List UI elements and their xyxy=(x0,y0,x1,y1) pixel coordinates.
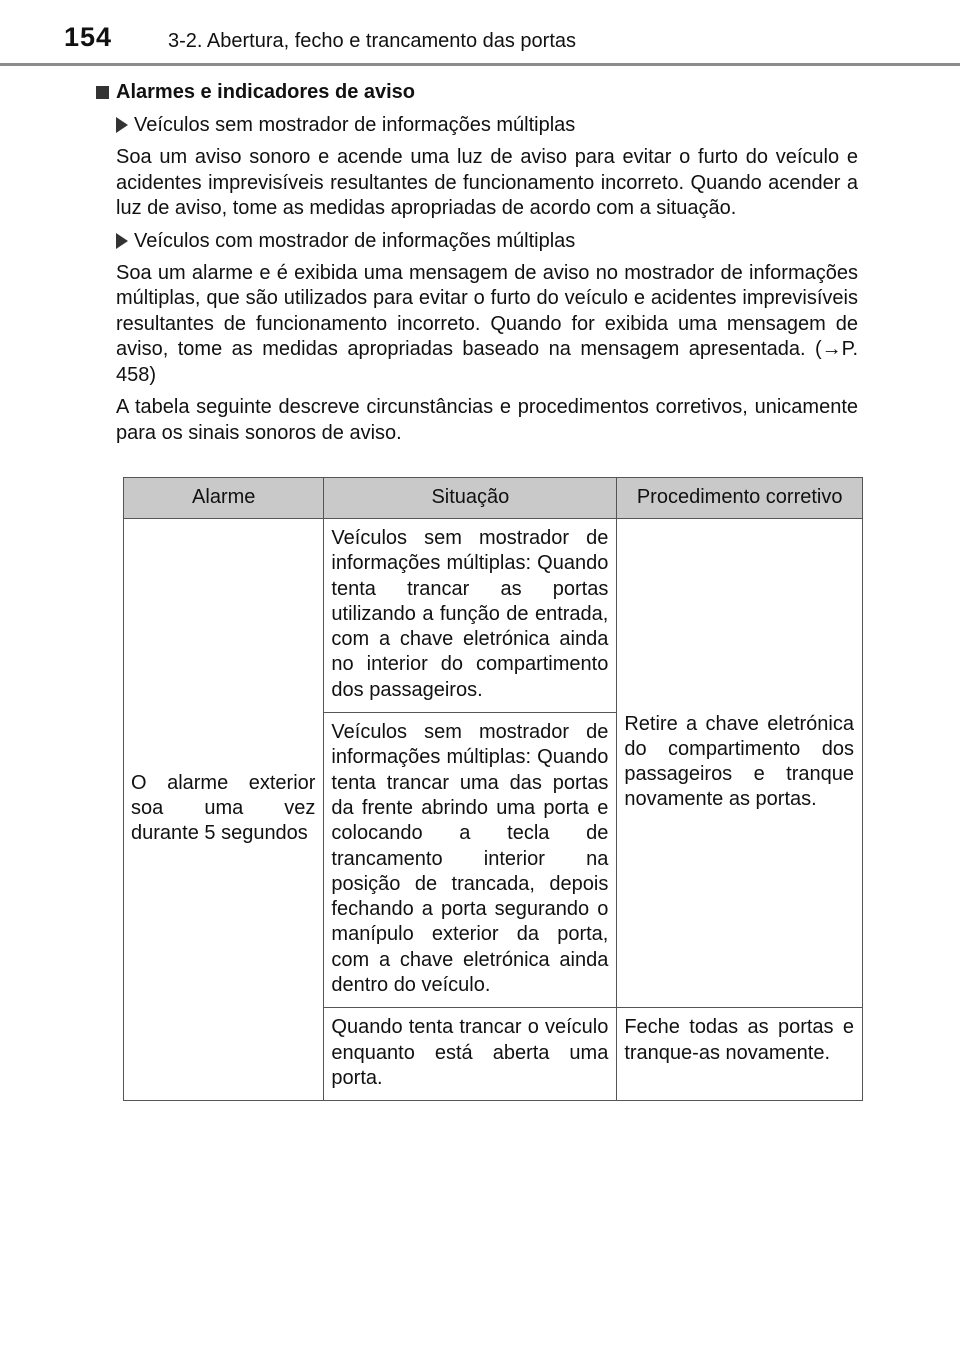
square-bullet-icon xyxy=(96,86,109,99)
subheading-text: Veículos com mostrador de informações múltiplas xyxy=(134,229,576,252)
subheading-with-display xyxy=(116,228,858,254)
triangle-bullet-icon xyxy=(116,117,128,133)
paragraph-without-display: Soa um aviso sonoro e acende uma luz de aviso para evitar o furto do veículo e acidentes imprevisíveis resultantes de funcionamento incorreto. Quando acender a luz de aviso, tome as medidas apropriadas de acordo com a situação. xyxy=(116,146,858,219)
paragraph-table-intro: A tabela seguinte descreve circunstâncias e procedimentos corretivos, unicamente para os sinais sonoros de aviso. xyxy=(116,396,858,444)
alarm-cell: O alarme exterior soa uma vez durante 5 segundos xyxy=(124,519,324,1101)
column-header-procedure: Procedimento corretivo xyxy=(617,478,863,519)
situation-cell: Quando tenta trancar o veículo enquanto está aberta uma porta. xyxy=(324,1008,617,1101)
subheading-without-display xyxy=(116,112,858,138)
situation-cell: Veículos sem mostrador de informações múltiplas: Quando tenta trancar as portas utilizando a função de entrada, com a chave eletrónica ainda no interior do compartimento dos passageiros. xyxy=(324,519,617,713)
column-header-alarm: Alarme xyxy=(124,478,324,519)
section-heading xyxy=(96,78,858,106)
procedure-cell: Feche todas as portas e tranque-as novamente. xyxy=(617,1008,863,1101)
triangle-bullet-icon xyxy=(116,233,128,249)
situation-cell: Veículos sem mostrador de informações múltiplas: Quando tenta trancar uma das portas da frente abrindo uma porta e colocando a tecla de trancamento interior na posição de trancada, depois fechando a porta segurando o manípulo exterior da porta, com a chave eletrónica ainda dentro do veículo. xyxy=(324,713,617,1008)
alarm-table xyxy=(123,477,863,1101)
column-header-situation: Situação xyxy=(324,478,617,519)
table-row xyxy=(124,519,863,713)
chapter-title: 3-2. Abertura, fecho e trancamento das portas xyxy=(168,30,577,52)
subheading-text: Veículos sem mostrador de informações múltiplas xyxy=(134,114,576,136)
page-header xyxy=(0,0,960,68)
page-number: 154 xyxy=(64,22,113,52)
paragraph-with-display: Soa um alarme e é exibida uma mensagem de aviso no mostrador de informações múltiplas, que são utilizados para evitar o furto do veículo e acidentes imprevisíveis resultantes de funcionamento incorreto. Quando for exibida uma mensagem de aviso, tome as medidas apropriadas baseado na mensagem apresentada. (→P. 458) xyxy=(116,261,858,386)
section-title: Alarmes e indicadores de aviso xyxy=(116,81,416,103)
table-header-row xyxy=(124,478,863,519)
procedure-cell: Retire a chave eletrónica do compartimento dos passageiros e tranque novamente as portas. xyxy=(617,519,863,1008)
main-content xyxy=(96,78,858,446)
header-divider xyxy=(0,63,960,66)
